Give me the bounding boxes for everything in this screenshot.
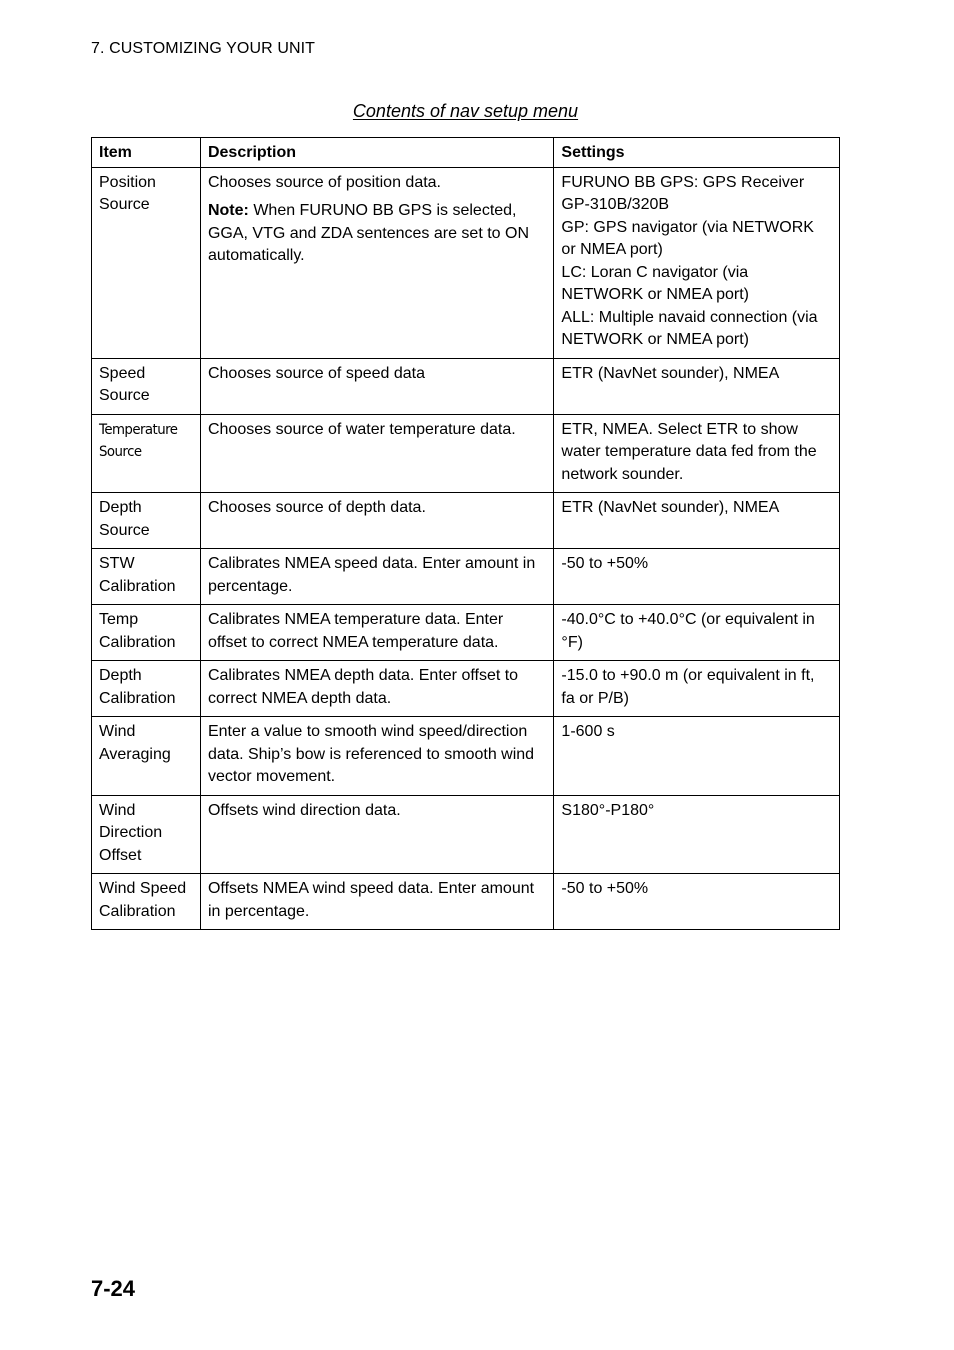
settings-text: GP: GPS navigator (via NETWORK or NMEA port) [561, 218, 814, 258]
table-header-row [92, 138, 840, 168]
item-cell [92, 717, 201, 796]
description-cell: Calibrates NMEA temperature data. Enter offset to correct NMEA temperature data. [200, 605, 553, 661]
item-label-line: Source [99, 521, 150, 539]
item-cell [92, 414, 201, 493]
item-cell [92, 493, 201, 549]
settings-text: ALL: Multiple navaid connection (via NETWORK or NMEA port) [561, 308, 818, 348]
item-label-line: Depth [99, 499, 142, 516]
item-label-line: Source [99, 196, 150, 213]
description-cell: Chooses source of speed data [200, 358, 553, 414]
column-header-item: Item [92, 138, 201, 168]
description-cell: Calibrates NMEA speed data. Enter amount in percentage. [200, 549, 553, 605]
settings-cell: ETR (NavNet sounder), NMEA [554, 493, 840, 549]
item-cell [92, 605, 201, 661]
running-header: 7. CUSTOMIZING YOUR UNIT [91, 40, 316, 57]
item-label-line: Depth [99, 667, 142, 684]
description-cell [200, 167, 553, 358]
table-row [92, 605, 840, 661]
description-cell: Chooses source of water temperature data. [200, 414, 553, 493]
item-label-line: Offset [99, 846, 142, 864]
description-note [208, 200, 545, 268]
settings-cell: -40.0°C to +40.0°C (or equivalent in °F) [554, 605, 840, 661]
table-row [92, 414, 840, 493]
table-row [92, 874, 840, 930]
item-cell [92, 795, 201, 874]
settings-text: FURUNO BB GPS: GPS Receiver GP-310B/320B [561, 173, 805, 213]
settings-text: LC: Loran C navigator (via NETWORK or NMEA port) [561, 263, 749, 303]
description-cell: Chooses source of depth data. [200, 493, 553, 549]
table-row [92, 493, 840, 549]
item-cell [92, 661, 201, 717]
item-label-line: Direction [99, 824, 163, 841]
item-label-line: Calibration [99, 633, 176, 651]
table-row [92, 661, 840, 717]
item-label-line: Wind Speed [99, 880, 187, 897]
column-header-description: Description [200, 138, 553, 168]
description-text: Chooses source of position data. [207, 173, 441, 191]
table-caption [91, 101, 840, 122]
item-label-line: Calibration [99, 902, 176, 920]
settings-cell: S180°-P180° [554, 795, 840, 874]
table-row [92, 358, 840, 414]
item-label-line: Position [99, 173, 156, 191]
settings-cell: -50 to +50% [554, 549, 840, 605]
description-cell: Offsets wind direction data. [200, 795, 553, 874]
settings-cell: -50 to +50% [554, 874, 840, 930]
column-header-settings: Settings [554, 138, 840, 168]
item-label-line: Calibration [99, 577, 176, 595]
item-label-line: Temp [99, 611, 139, 628]
item-label-line: Wind [99, 723, 136, 740]
description-cell: Enter a value to smooth wind speed/direction data. Ship’s bow is referenced to smooth wind vector movement. [200, 717, 553, 796]
table-caption-text: Contents of nav setup menu [352, 101, 579, 121]
note-text: When FURUNO BB GPS is selected, GGA, VTG and ZDA sentences are set to ON automatically. [207, 202, 529, 264]
table-row [92, 717, 840, 796]
item-label-line: Temperature [99, 421, 178, 438]
item-cell [92, 549, 201, 605]
item-label-line: Speed [99, 364, 146, 382]
table-row [92, 167, 840, 358]
settings-cell: 1-600 s [554, 717, 840, 796]
item-label-line: Wind [99, 801, 136, 819]
settings-cell [554, 167, 840, 358]
item-label-line: Source [99, 444, 142, 460]
item-label-line: Averaging [99, 745, 171, 763]
item-cell [92, 167, 201, 358]
item-label-line: STW [99, 555, 135, 572]
description-cell: Offsets NMEA wind speed data. Enter amount in percentage. [200, 874, 553, 930]
item-cell [92, 358, 201, 414]
item-label-line: Source [99, 387, 150, 404]
settings-cell: -15.0 to +90.0 m (or equivalent in ft, fa or P/B) [554, 661, 840, 717]
item-cell [92, 874, 201, 930]
description-cell: Calibrates NMEA depth data. Enter offset to correct NMEA depth data. [200, 661, 553, 717]
table-row [92, 549, 840, 605]
nav-setup-menu-table [91, 137, 840, 930]
settings-cell: ETR (NavNet sounder), NMEA [554, 358, 840, 414]
note-label: Note: [207, 202, 249, 219]
item-label-line: Calibration [99, 689, 176, 707]
table-row [92, 795, 840, 874]
page-number: 7-24 [91, 1276, 136, 1301]
settings-cell: ETR, NMEA. Select ETR to show water temperature data fed from the network sounder. [554, 414, 840, 493]
